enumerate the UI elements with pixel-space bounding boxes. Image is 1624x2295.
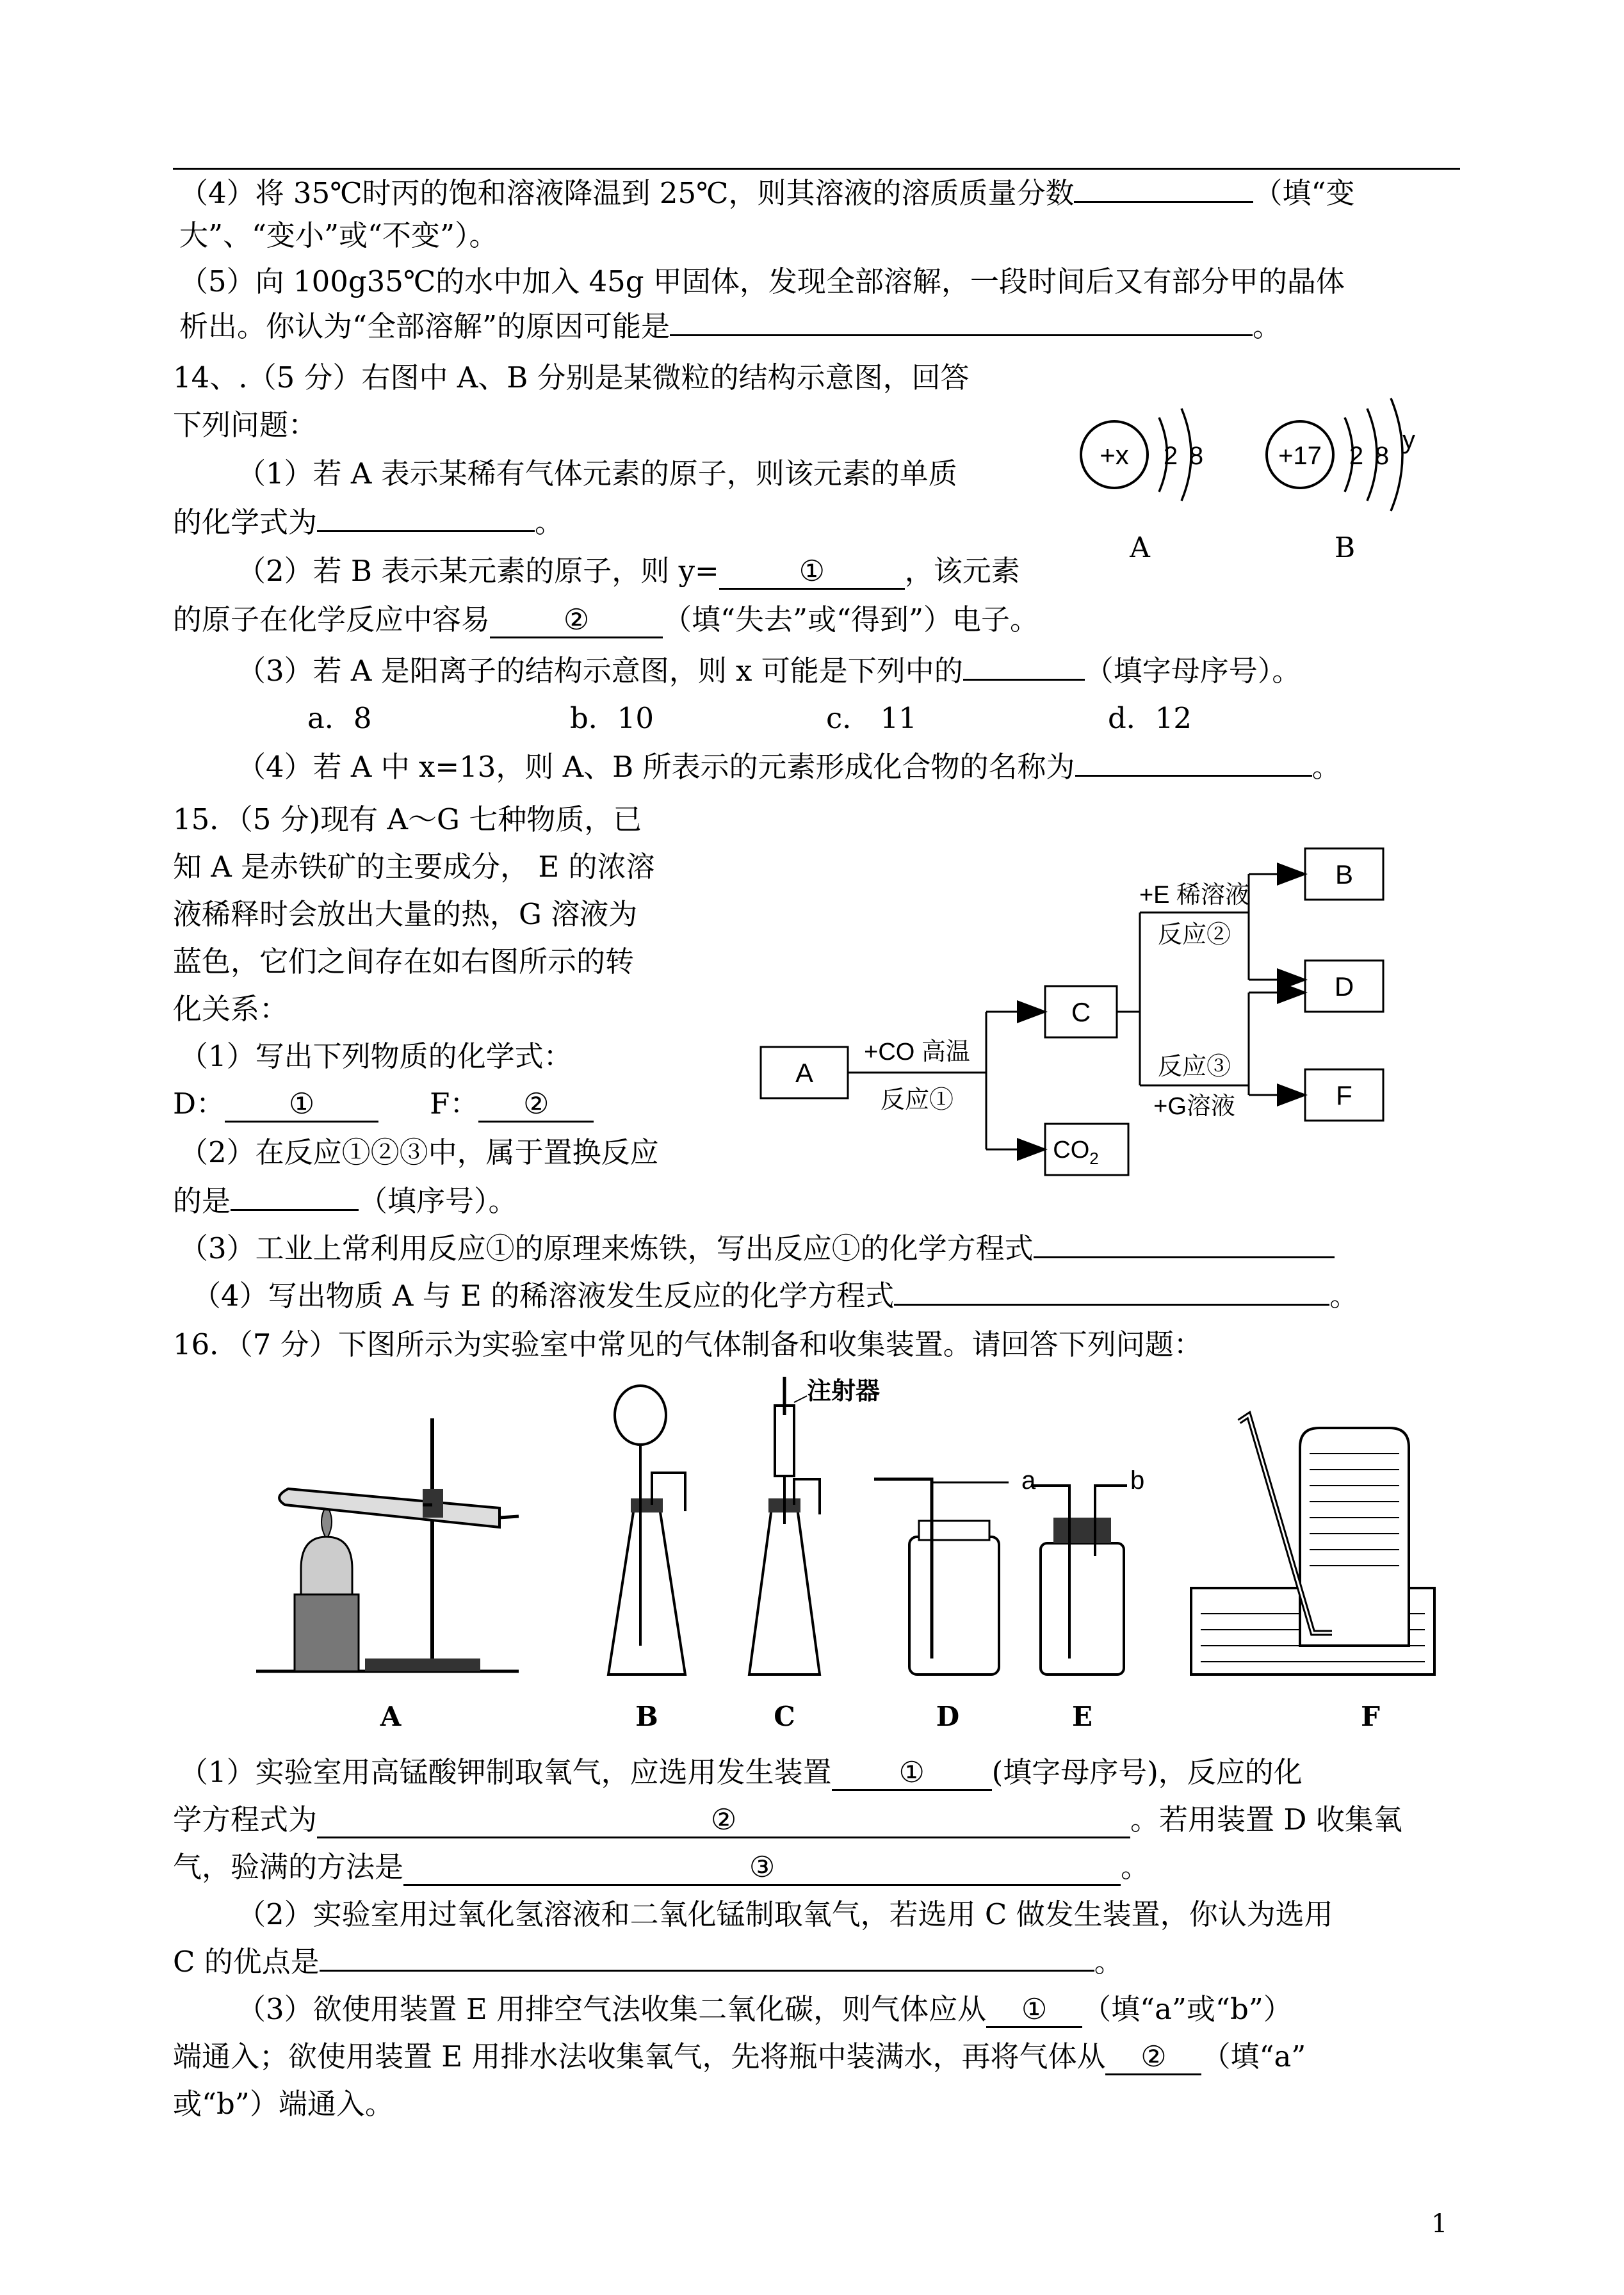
apparatus-a: [256, 1418, 519, 1671]
atom-b-diagram: [1267, 398, 1415, 564]
q15-part2-line1: （2）在反应①②③中，属于置换反应: [179, 1135, 659, 1169]
q16-part3-line1: （3）欲使用装置 E 用排空气法收集二氧化碳，则气体应从 ① （填“a”或“b”）: [237, 1990, 1292, 2029]
q13-part5-line2: 析出。你认为“全部溶解”的原因可能是 。: [179, 309, 1282, 343]
q16-part2-blank[interactable]: [320, 1970, 1094, 1972]
q16-part2-line2: C 的优点是 。: [173, 1945, 1123, 1979]
syringe: [775, 1406, 794, 1476]
q16-part1-line1: （1）实验室用高锰酸钾制取氧气，应选用发生装置 ① (填字母序号)，反应的化: [179, 1753, 1303, 1792]
atom-a-diagram: [1081, 409, 1203, 564]
q14-part3-line: （3）若 A 是阳离子的结构示意图，则 x 可能是下列中的 （填字母序号）。: [237, 654, 1301, 688]
q15-intro-2: 知 A 是赤铁矿的主要成分， E 的浓溶: [173, 850, 655, 884]
q15-part4-blank[interactable]: [894, 1304, 1329, 1306]
q14-part3-blank[interactable]: [963, 679, 1085, 681]
page-number: 1: [1431, 2209, 1448, 2239]
q16-part3-line3: 或“b”）端通入。: [173, 2087, 394, 2121]
q16-part1-blank-2[interactable]: ②: [317, 1803, 1130, 1838]
alcohol-lamp: [301, 1537, 352, 1594]
q16-part1-line3: 气，验满的方法是 ③ 。: [173, 1848, 1149, 1886]
apparatus-e: [1021, 1466, 1144, 1675]
apparatus-f-label: F: [1361, 1701, 1380, 1732]
atom-b-shell-1: 2: [1349, 442, 1364, 470]
q15-part1-answers: D： ① F： ②: [173, 1085, 594, 1123]
apparatus-c: [749, 1377, 880, 1675]
q16-part3-line2: 端通入；欲使用装置 E 用排水法收集氧气，先将瓶中装满水，再将气体从 ② （填“a”: [173, 2038, 1306, 2076]
box-c-label: C: [1071, 997, 1091, 1027]
apparatus-f: [1191, 1415, 1434, 1675]
apparatus-b-label: B: [635, 1701, 658, 1732]
reaction-3-condition: +G溶液: [1153, 1093, 1235, 1120]
q14-option-d: d．12: [1108, 701, 1192, 735]
q14-part2-blank-2[interactable]: ②: [490, 603, 663, 638]
apparatus-d: [874, 1479, 1009, 1675]
q14-option-a: a．8: [307, 701, 372, 735]
atom-a-shell-2: 8: [1189, 442, 1204, 470]
apparatus-b: [608, 1386, 685, 1675]
q14-part1-blank[interactable]: [317, 530, 535, 532]
atom-structure-diagrams: [1057, 371, 1473, 583]
q14-part2-line1: （2）若 B 表示某元素的原子，则 y= ① ，该元素: [237, 552, 1020, 590]
reaction-1-label: 反应①: [880, 1087, 954, 1114]
q16-part2-line1: （2）实验室用过氧化氢溶液和二氧化锰制取氧气，若选用 C 做发生装置，你认为选用: [237, 1897, 1333, 1931]
apparatus-a-label: A: [380, 1701, 402, 1732]
atom-b-shell-3: y: [1402, 426, 1415, 454]
atom-a-shell-1: 2: [1163, 442, 1178, 470]
q15-intro-1: 15．（5 分)现有 A～G 七种物质，已: [173, 802, 642, 836]
q16-part1-blank-1[interactable]: ①: [832, 1756, 992, 1791]
q16-heading: 16．（7 分）下图所示为实验室中常见的气体制备和收集装置。请回答下列问题：: [173, 1327, 1203, 1361]
q14-part1-line1: （1）若 A 表示某稀有气体元素的原子，则该元素的单质: [237, 457, 957, 491]
q15-intro-4: 蓝色，它们之间存在如右图所示的转: [173, 945, 635, 978]
atom-b-nucleus: +17: [1278, 442, 1322, 470]
q13-part5-line1: （5）向 100g35℃的水中加入 45g 甲固体，发现全部溶解，一段时间后又有部分甲的晶体: [179, 264, 1345, 298]
port-a-label: a: [1021, 1466, 1036, 1495]
q15-part2-blank[interactable]: [231, 1209, 359, 1211]
q15-intro-5: 化关系：: [173, 992, 289, 1026]
q14-part4-line: （4）若 A 中 x=13，则 A、B 所表示的元素形成化合物的名称为 。: [237, 750, 1341, 784]
q15-d-blank[interactable]: ①: [225, 1087, 378, 1123]
port-b-label: b: [1130, 1466, 1145, 1495]
q14-part4-blank[interactable]: [1075, 775, 1312, 777]
q13-part4-line1: （4）将 35℃时丙的饱和溶液降温到 25℃，则其溶液的溶质质量分数 （填“变: [179, 176, 1355, 210]
q15-f-blank[interactable]: ②: [478, 1087, 594, 1123]
reaction-3-label: 反应③: [1157, 1053, 1231, 1080]
q15-part3-blank[interactable]: [1034, 1256, 1335, 1258]
q15-intro-3: 液稀释时会放出大量的热，G 溶液为: [173, 897, 638, 931]
q15-part4-line: （4）写出物质 A 与 E 的稀溶液发生反应的化学方程式 。: [192, 1279, 1359, 1313]
atom-a-nucleus: +x: [1100, 440, 1129, 470]
apparatus-c-label: C: [774, 1701, 795, 1732]
q14-part2-line2: 的原子在化学反应中容易 ② （填“失去”或“得到”）电子。: [173, 601, 1039, 639]
q14-heading: 14、.（5 分）右图中 A、B 分别是某微粒的结构示意图，回答: [173, 361, 970, 394]
q15-part2-line2: 的是 （填序号）。: [173, 1184, 517, 1218]
inverted-gas-jar: [1300, 1428, 1409, 1646]
reaction-1-condition: +CO 高温: [864, 1039, 970, 1066]
wood-block: [295, 1594, 359, 1671]
q13-part4-line2: 大”、“变小”或“不变”）。: [179, 218, 498, 252]
q14-option-c: c． 11: [826, 701, 917, 735]
atom-b-label: B: [1334, 531, 1356, 564]
apparatus-d-label: D: [936, 1701, 960, 1732]
atom-b-shell-2: 8: [1374, 442, 1390, 470]
test-tube: [279, 1489, 499, 1527]
q14-part2-blank-1[interactable]: ①: [719, 555, 905, 590]
box-d-label: D: [1334, 971, 1354, 1002]
q14-part1-line2: 的化学式为 。: [173, 505, 564, 539]
box-co2-label: $CO_2$: [1053, 1137, 1099, 1168]
box-b-label: B: [1335, 859, 1354, 889]
header-rule: [173, 168, 1460, 170]
atom-a-label: A: [1130, 531, 1150, 564]
syringe-label: 注射器: [807, 1378, 881, 1405]
reaction-2-label: 反应②: [1157, 921, 1231, 948]
q15-part3-line: （3）工业上常利用反应①的原理来炼铁，写出反应①的化学方程式: [179, 1229, 1335, 1268]
q16-part3-blank-1[interactable]: ①: [986, 1993, 1082, 2028]
q13-part4-blank[interactable]: [1074, 201, 1253, 203]
reaction-2-condition: +E 稀溶液: [1139, 882, 1250, 909]
reaction-flow-diagram: [756, 832, 1409, 1191]
q15-part1-line: （1）写出下列物质的化学式：: [179, 1039, 572, 1073]
q16-part3-blank-2[interactable]: ②: [1105, 2040, 1201, 2075]
q16-part1-line2: 学方程式为 ② 。若用装置 D 收集氧: [173, 1801, 1402, 1839]
lab-apparatus-figure: [250, 1377, 1454, 1735]
box-f-label: F: [1336, 1080, 1352, 1110]
q16-part1-blank-3[interactable]: ③: [403, 1851, 1121, 1886]
q13-part5-blank[interactable]: [670, 334, 1253, 336]
box-a-label: A: [795, 1058, 814, 1088]
apparatus-e-label: E: [1071, 1701, 1093, 1732]
q14-heading-2: 下列问题：: [173, 408, 318, 442]
q14-option-b: b．10: [570, 701, 654, 735]
